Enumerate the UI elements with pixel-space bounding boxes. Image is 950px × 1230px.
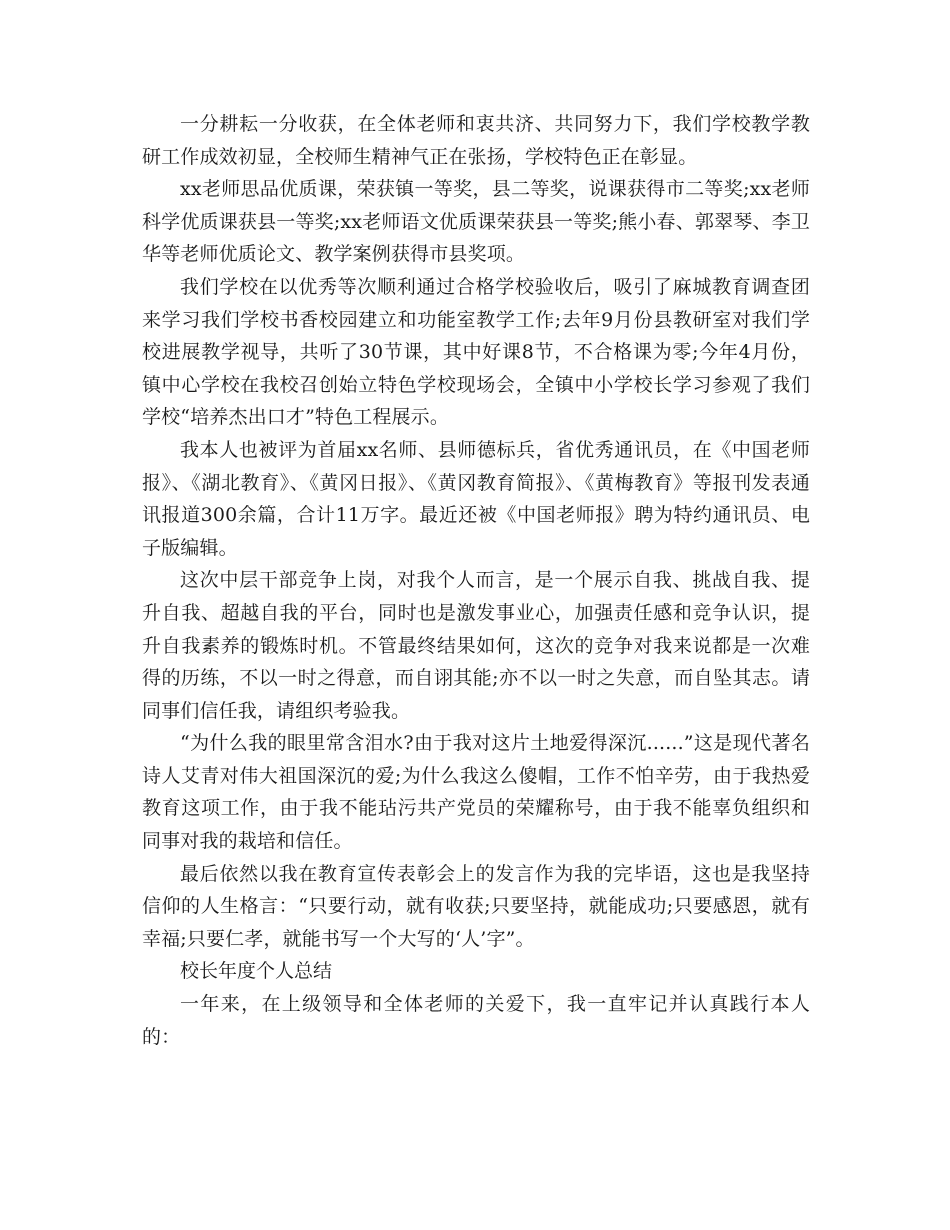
paragraph-closing-motto: 最后依然以我在教育宣传表彰会上的发言作为我的完毕语，这也是我坚持信仰的人生格言：“只要行动，就有收获;只要坚持，就能成功;只要感恩，就有幸福;只要仁孝，就能书写一个大写的‘人’字”。 [142,862,810,950]
paragraph-competition: 这次中层干部竞争上岗，对我个人而言，是一个展示自我、挑战自我、提升自我、超越自我的平台，同时也是激发事业心，加强责任感和竞争认识，提升自我素养的锻炼时机。不管最终结果如何，这次的竞争对我来说都是一次难得的历练，不以一时之得意，而自诩其能;亦不以一时之失意，而自坠其志。请同事们信任我，请组织考验我。 [142,569,810,722]
paragraph-awards: xx老师思品优质课，荣获镇一等奖，县二等奖，说课获得市二等奖;xx老师科学优质课获县一等奖;xx老师语文优质课荣获县一等奖;熊小春、郭翠琴、李卫华等老师优质论文、教学案例获得市县奖项。 [142,178,810,266]
paragraph-year-summary: 一年来，在上级领导和全体老师的关爱下，我一直牢记并认真践行本人的： [142,993,810,1048]
paragraph-poem-quote: “为什么我的眼里常含泪水?由于我对这片土地爱得深沉......”这是现代著名诗人艾青对伟大祖国深沉的爱;为什么我这么傻帽，工作不怕辛劳，由于我热爱教育这项工作，由于我不能玷污共产党员的荣耀称号，由于我不能辜负组织和同事对我的栽培和信任。 [142,732,810,853]
paragraph-school-inspection: 我们学校在以优秀等次顺利通过合格学校验收后，吸引了麻城教育调查团来学习我们学校书香校园建立和功能室教学工作;去年9月份县教研室对我们学校进展教学视导，共听了30节课，其中好课8节，不合格课为零;今年4月份，镇中心学校在我校召创始立特色学校现场会，全镇中小学校长学习参观了我们学校“培养杰出口才”特色工程展示。 [142,275,810,429]
document-page [142,108,810,1053]
paragraph-personal-honors: 我本人也被评为首届xx名师、县师德标兵，省优秀通讯员，在《中国老师报》、《湖北教育》、《黄冈日报》、《黄冈教育简报》、《黄梅教育》等报刊发表通讯报道300余篇，合计11万字。最近还被《中国老师报》聘为特约通讯员、电子版编辑。 [142,438,810,559]
section-title: 校长年度个人总结 [180,960,333,983]
paragraph-harvest: 一分耕耘一分收获，在全体老师和衷共济、共同努力下，我们学校教学教研工作成效初显，全校师生精神气正在张扬，学校特色正在彰显。 [142,113,810,168]
